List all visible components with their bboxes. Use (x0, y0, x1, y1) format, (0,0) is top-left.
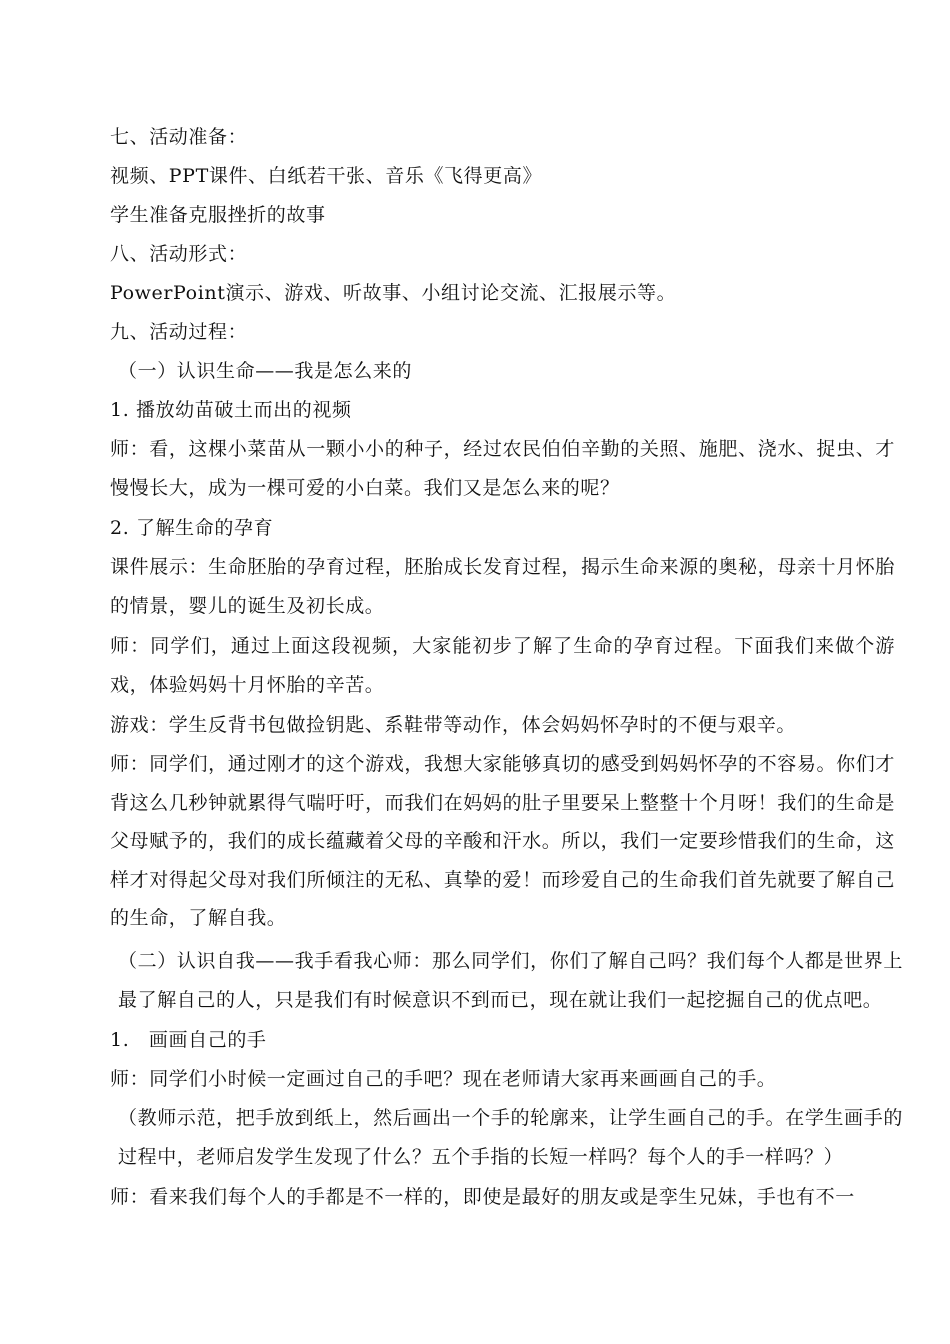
student-preparation: 学生准备克服挫折的故事 (110, 204, 326, 226)
section-8-heading: 八、活动形式： (110, 243, 248, 265)
teacher-paragraph-5: 师：看来我们每个人的手都是不一样的，即使是最好的朋友或是孪生兄妹，手也有不一 (110, 1186, 855, 1208)
part-1-heading: （一）认识生命——我是怎么来的 (118, 360, 413, 382)
teacher-paragraph-2: 师：同学们，通过上面这段视频，大家能初步了解了生命的孕育过程。下面我们来做个游戏，体验妈妈十月怀胎的辛苦。 (110, 635, 895, 696)
step-1-draw-hand: 1. 画画自己的手 (110, 1029, 267, 1051)
section-9-heading: 九、活动过程： (110, 321, 248, 343)
step-1-heading: 1. 播放幼苗破土而出的视频 (110, 399, 352, 421)
activity-forms: PowerPoint演示、游戏、听故事、小组讨论交流、汇报展示等。 (110, 282, 677, 304)
demo-paragraph: （教师示范，把手放到纸上，然后画出一个手的轮廓来，让学生画自己的手。在学生画手的过程中，老师启发学生发现了什么？五个手指的长短一样吗？每个人的手一样吗？） (118, 1107, 903, 1168)
section-7-heading: 七、活动准备： (110, 126, 248, 148)
teacher-paragraph-3: 师：同学们，通过刚才的这个游戏，我想大家能够真切的感受到妈妈怀孕的不容易。你们才背这么几秒钟就累得气喘吁吁，而我们在妈妈的肚子里要呆上整整十个月呀！我们的生命是父母赋予的，我们的成长蕴藏着父母的辛酸和汗水。所以，我们一定要珍惜我们的生命，这样才对得起父母对我们所倾注的无私、真挚的爱！而珍爱自己的生命我们首先就要了解自己的生命，了解自我。 (110, 753, 895, 929)
teacher-paragraph-4: 师：同学们小时候一定画过自己的手吧？现在老师请大家再来画画自己的手。 (110, 1068, 777, 1090)
materials-list: 视频、PPT课件、白纸若干张、音乐《飞得更高》 (110, 165, 543, 187)
game-paragraph: 游戏：学生反背书包做捡钥匙、系鞋带等动作，体会妈妈怀孕时的不便与艰辛。 (110, 714, 797, 736)
teacher-paragraph-1: 师：看，这棵小菜苗从一颗小小的种子，经过农民伯伯辛勤的关照、施肥、浇水、捉虫、才慢慢长大，成为一棵可爱的小白菜。我们又是怎么来的呢？ (110, 438, 895, 499)
step-2-heading: 2. 了解生命的孕育 (110, 517, 274, 539)
part-2-paragraph: （二）认识自我——我手看我心师：那么同学们，你们了解自己吗？我们每个人都是世界上最了解自己的人，只是我们有时候意识不到而已，现在就让我们一起挖掘自己的优点吧。 (118, 950, 903, 1011)
courseware-paragraph: 课件展示：生命胚胎的孕育过程，胚胎成长发育过程，揭示生命来源的奥秘，母亲十月怀胎的情景，婴儿的诞生及初长成。 (110, 556, 895, 617)
